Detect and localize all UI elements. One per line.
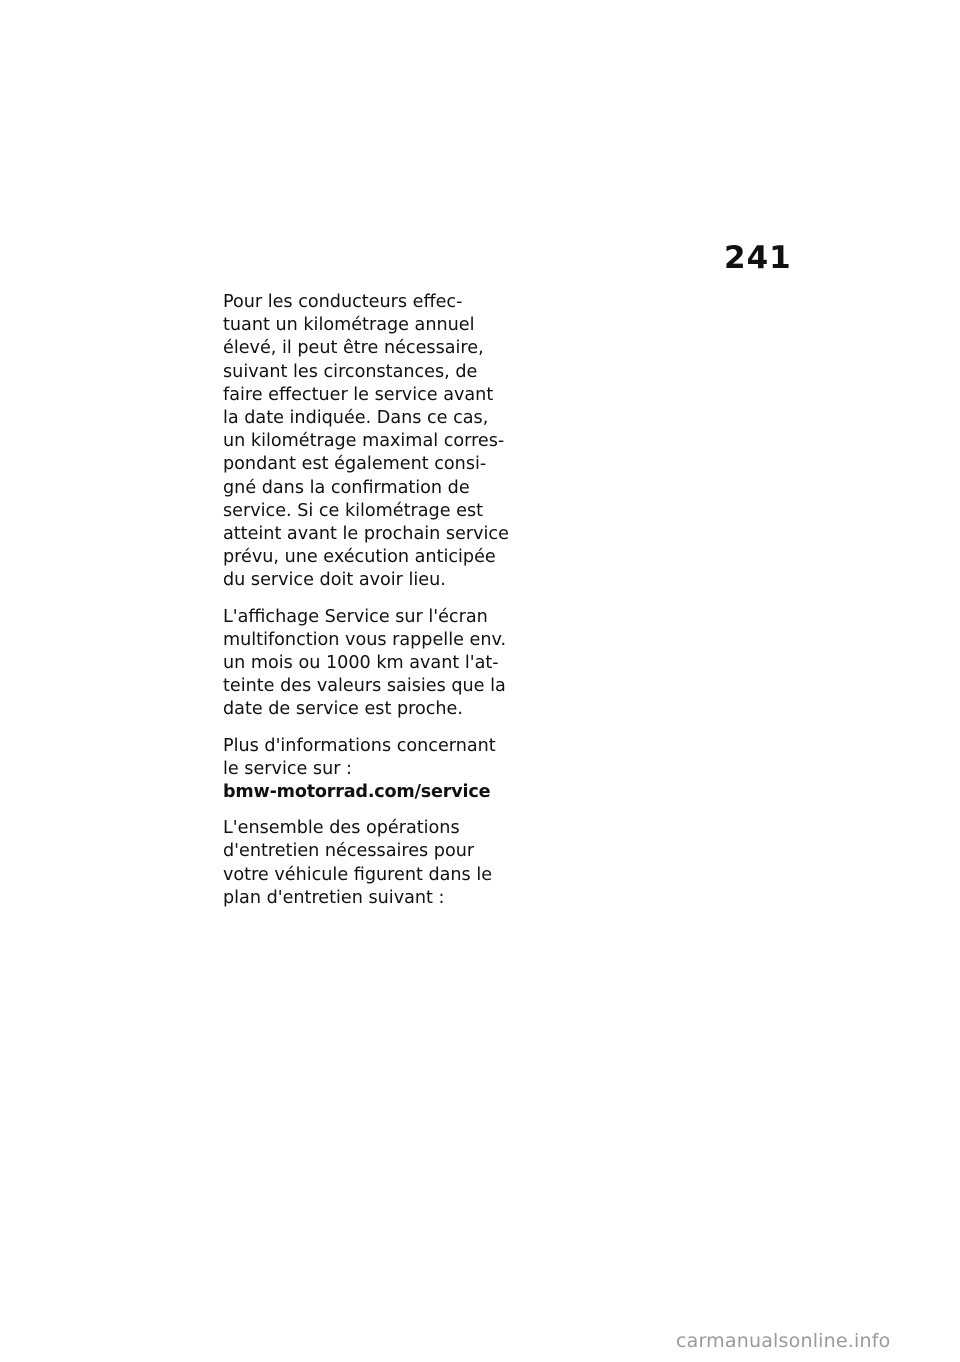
paragraph-high-mileage [223,291,509,593]
text-line: L'affichage Service sur l'écran [223,606,488,627]
text-line: faire effectuer le service avant [223,384,494,405]
text-column [223,291,509,923]
text-line: L'ensemble des opérations [223,818,460,839]
text-line: date de service est proche. [223,699,463,720]
text-line: du service doit avoir lieu. [223,570,446,591]
text-line: un mois ou 1000 km avant l'at- [223,653,499,674]
text-line: d'entretien nécessaires pour [223,841,475,862]
text-line: élevé, il peut être nécessaire, [223,338,484,359]
text-line: la date indiquée. Dans ce cas, [223,408,489,429]
text-line: plan d'entretien suivant : [223,887,445,908]
watermark: carmanualsonline.info [676,1330,891,1352]
text-line: Pour les conducteurs effec- [223,292,463,312]
service-link: bmw-motorrad.com/service [223,782,491,803]
text-line: atteint avant le prochain service [223,524,509,545]
text-line: suivant les circonstances, de [223,361,478,382]
text-line: un kilométrage maximal corres- [223,431,505,452]
text-line: Plus d'informations concernant [223,735,496,756]
paragraph-maintenance-plan [223,817,505,910]
text-line: service. Si ce kilométrage est [223,500,484,521]
text-line: multifonction vous rappelle env. [223,629,507,650]
page-number: 241 [724,240,792,276]
text-line: tuant un kilométrage annuel [223,315,475,336]
paragraph-service-display [223,606,505,722]
text-line: votre véhicule figurent dans le [223,864,493,885]
text-line: pondant est également consi- [223,454,487,475]
text-line: teinte des valeurs saisies que la [223,676,506,697]
text-line: gné dans la confirmation de [223,477,470,498]
text-line: le service sur : [223,758,352,779]
paragraph-more-info [223,735,505,805]
text-line: prévu, une exécution anticipée [223,547,496,568]
